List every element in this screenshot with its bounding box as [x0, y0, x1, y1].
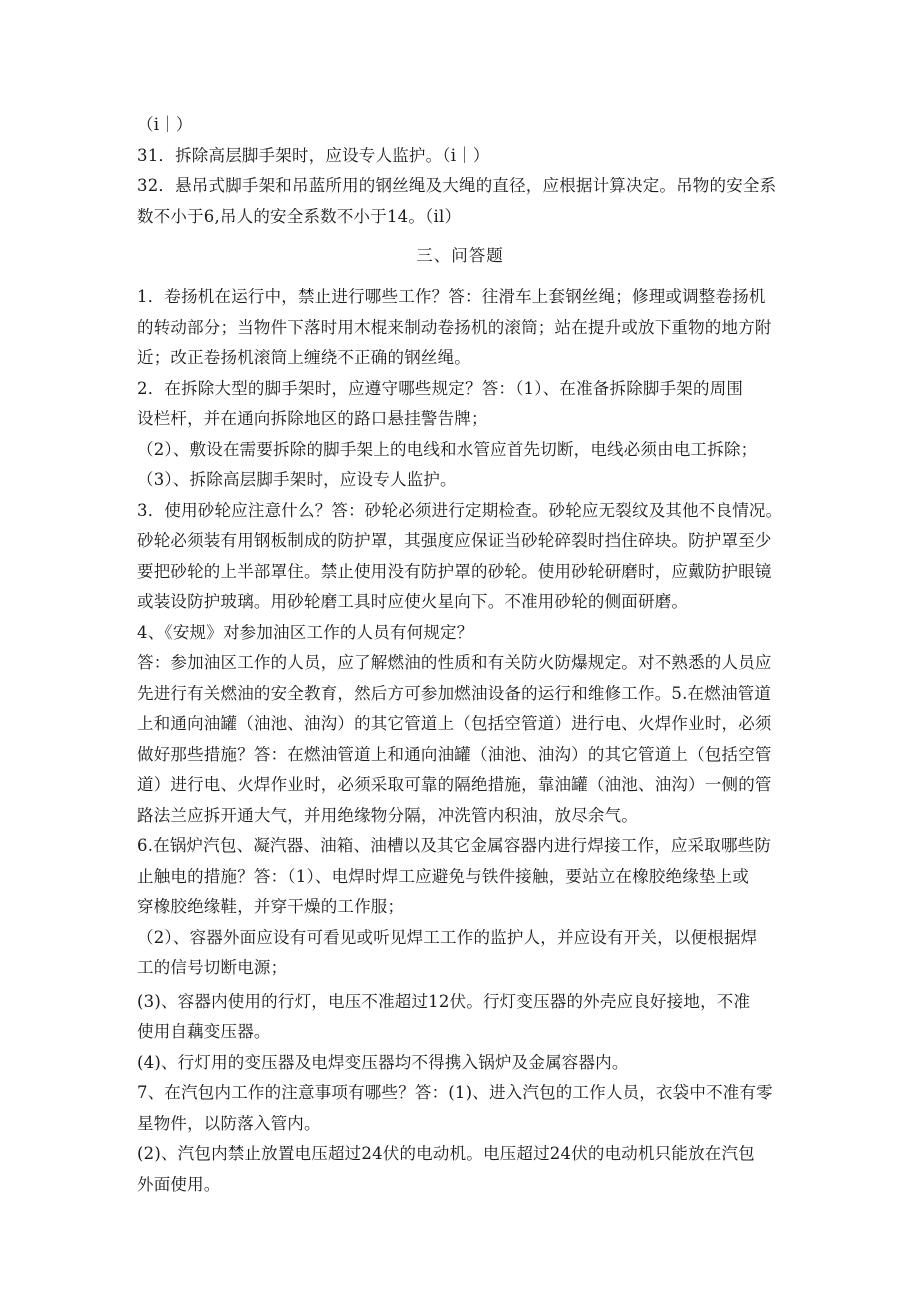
text-line: 路法兰应拆开通大气，并用绝缘物分隔，冲洗管内积油，放尽余气。: [137, 806, 638, 825]
text-line: 工的信号切断电源；: [137, 958, 288, 977]
text-line: 做好那些措施？答：在燃油管道上和通向油罐（油池、油沟）的其它管道上（包括空管: [137, 745, 772, 764]
text-line: 6.在锅炉汽包、凝汽器、油箱、油槽以及其它金属容器内进行焊接工作，应采取哪些防: [137, 836, 772, 855]
text-line: (4)、行灯用的变压器及电焊变压器均不得携入锅炉及金属容器内。: [137, 1053, 629, 1072]
text-line: 道）进行电、火焊作业时，必须采取可靠的隔绝措施，靠油罐（油池、油沟）一侧的管: [137, 775, 772, 794]
text-line: 7、在汽包内工作的注意事项有哪些？答：(1)、进入汽包的工作人员，衣袋中不准有零: [137, 1083, 773, 1102]
text-line: (3)、容器内使用的行灯，电压不准超过12伏。行灯变压器的外壳应良好接地，不准: [137, 992, 751, 1011]
text-line: （2）、敷设在需要拆除的脚手架上的电线和水管应首先切断，电线必须由电工拆除；: [137, 440, 758, 459]
text-line: 先进行有关燃油的安全教育，然后方可参加燃油设备的运行和维修工作。5.在燃油管道: [137, 684, 772, 703]
text-line: (2)、汽包内禁止放置电压超过24伏的电动机。电压超过24伏的电动机只能放在汽包: [137, 1144, 755, 1163]
text-line: 的转动部分；当物件下落时用木棍来制动卷扬机的滚筒；站在提升或放下重物的地方附: [137, 318, 772, 337]
text-line: 或装设防护玻璃。用砂轮磨工具时应使火星向下。不准用砂轮的侧面研磨。: [137, 592, 689, 611]
text-line: 穿橡胶绝缘鞋，并穿干燥的工作服；: [137, 897, 405, 916]
text-line: 上和通向油罐（油池、油沟）的其它管道上（包括空管道）进行电、火焊作业时，必须: [137, 714, 772, 733]
text-line: 砂轮必须装有用钢板制成的防护罩，其强度应保证当砂轮碎裂时挡住碎块。防护罩至少: [137, 531, 772, 550]
text-line: 设栏杆，并在通向拆除地区的路口悬挂警告牌；: [137, 409, 488, 428]
text-line: （2）、容器外面应设有可看见或听见焊工工作的监护人，并应设有开关，以便根据焊: [137, 928, 758, 947]
text-line: 要把砂轮的上半部罩住。禁止使用没有防护罩的砂轮。使用砂轮研磨时，应戴防护眼镜: [137, 562, 772, 581]
text-line: 使用自藕变压器。: [137, 1022, 271, 1041]
text-line: 外面使用。: [137, 1175, 221, 1194]
text-line: 止触电的措施？答：（1）、电焊时焊工应避免与铁件接触，要站立在橡胶绝缘垫上或: [137, 867, 750, 886]
text-line: 3．使用砂轮应注意什么？答：砂轮必须进行定期检查。砂轮应无裂纹及其他不良情况。: [137, 501, 783, 520]
section-heading: 三、问答题: [416, 246, 504, 265]
text-line: 32．悬吊式脚手架和吊蓝所用的钢丝绳及大绳的直径，应根据计算决定。吊物的安全系: [137, 176, 777, 195]
text-line: 数不小于6,吊人的安全系数不小于14。（il）: [137, 207, 462, 226]
text-line: 31．拆除高层脚手架时，应设专人监护。（i｜）: [137, 146, 490, 165]
text-line: （i｜）: [137, 115, 193, 134]
text-line: 答：参加油区工作的人员，应了解燃油的性质和有关防火防爆规定。对不熟悉的人员应: [137, 653, 772, 672]
text-line: 1．卷扬机在运行中，禁止进行哪些工作？答：往滑车上套钢丝绳；修理或调整卷扬机: [137, 287, 766, 306]
text-line: （3）、拆除高层脚手架时，应设专人监护。: [137, 470, 457, 489]
text-line: 星物件，以防落入管内。: [137, 1114, 321, 1133]
text-line: 近；改正卷扬机滚筒上缠绕不正确的钢丝绳。: [137, 348, 471, 367]
text-line: 4、《安规》对参加油区工作的人员有何规定？: [137, 623, 474, 642]
text-line: 2．在拆除大型的脚手架时，应遵守哪些规定？答：（1）、在准备拆除脚手架的周围: [137, 379, 744, 398]
